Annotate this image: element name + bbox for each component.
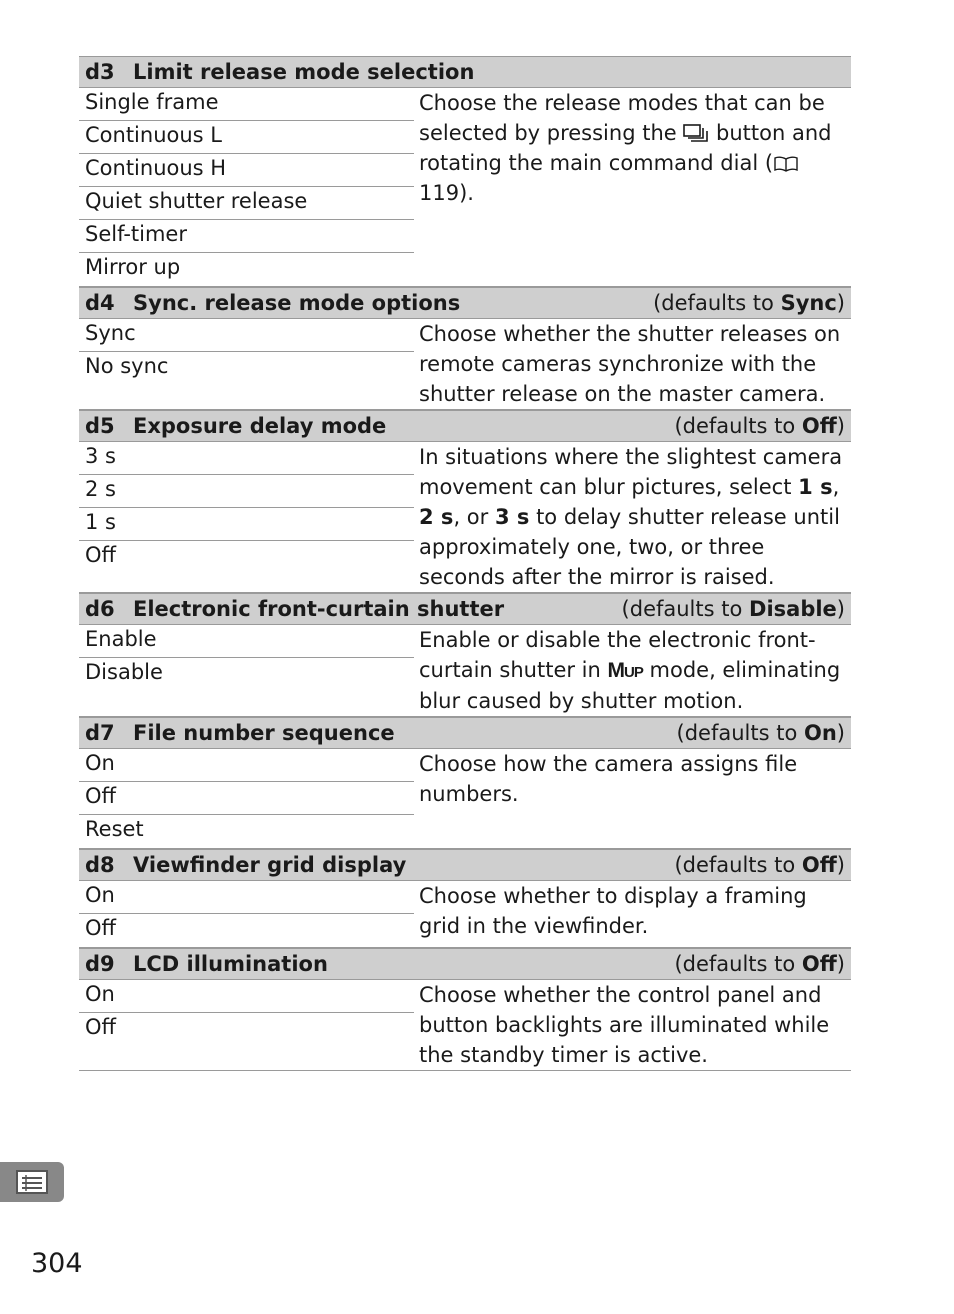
section-header: [79, 717, 851, 749]
section-header: [79, 410, 851, 442]
option-list: [79, 88, 414, 286]
section-d7: [79, 717, 851, 849]
option: No sync: [85, 354, 169, 378]
section-d5: [79, 410, 851, 593]
setting-code: d6: [85, 597, 115, 621]
setting-description: Choose whether the shutter releases on remote cameras synchronize with the shutter release on the master camera.: [419, 322, 841, 406]
setting-title: Limit release mode selection: [133, 60, 475, 84]
option: Disable: [85, 660, 163, 684]
default-note: (defaults to On): [676, 721, 845, 745]
default-value: Off: [801, 952, 837, 976]
default-value: Sync: [780, 291, 837, 315]
option: Self-timer: [79, 220, 414, 253]
option: On: [79, 881, 414, 914]
option: Quiet shutter release: [79, 187, 414, 220]
option: Sync: [79, 319, 414, 352]
setting-code: d3: [85, 60, 115, 84]
custom-settings-table: [79, 56, 851, 1071]
option: On: [79, 749, 414, 782]
section-d9: [79, 948, 851, 1071]
description-text: 119).: [419, 181, 474, 205]
setting-description: Enable or disable the electronic front-curtain shutter in Mup mode, eliminating blur caused by shutter motion.: [419, 628, 841, 713]
setting-title: Exposure delay mode: [133, 414, 387, 438]
setting-description: Choose whether to display a framing grid in the viewfinder.: [419, 884, 807, 938]
setting-code: d9: [85, 952, 115, 976]
option: Off: [85, 543, 116, 567]
description-text: button and rotating the main command dial (: [419, 121, 832, 175]
option: Continuous L: [79, 121, 414, 154]
menu-section-tab: [0, 1162, 64, 1202]
option-list: [79, 319, 414, 409]
page-reference-icon: [773, 155, 799, 173]
section-header: [79, 948, 851, 980]
section-header: [79, 593, 851, 625]
description-text: Choose the release modes that can be selected by pressing the: [419, 91, 825, 145]
section-header: [79, 849, 851, 881]
menu-list-icon: [15, 1169, 49, 1195]
setting-title: Sync. release mode options: [133, 291, 461, 315]
setting-title: File number sequence: [133, 721, 395, 745]
option: Single frame: [79, 88, 414, 121]
option: On: [79, 980, 414, 1013]
page-number: 304: [31, 1248, 83, 1279]
option-list: [79, 980, 414, 1070]
default-note: (defaults to Off): [674, 952, 845, 976]
option-list: [79, 625, 414, 716]
default-note: (defaults to Off): [674, 414, 845, 438]
section-header: [79, 287, 851, 319]
default-value: Off: [801, 414, 837, 438]
option: Off: [79, 782, 414, 815]
section-d4: [79, 287, 851, 410]
option: Enable: [79, 625, 414, 658]
section-d8: [79, 849, 851, 948]
option: Off: [85, 916, 116, 940]
default-value: Off: [801, 853, 837, 877]
option-list: [79, 881, 414, 947]
setting-description: Choose whether the control panel and button backlights are illuminated while the standby timer is active.: [419, 983, 830, 1067]
option: 2 s: [79, 475, 414, 508]
option-list: [79, 749, 414, 848]
option: Off: [85, 1015, 116, 1039]
setting-code: d7: [85, 721, 115, 745]
setting-code: d8: [85, 853, 115, 877]
mirror-up-mode-icon: Mup: [607, 659, 643, 682]
setting-title: Viewfinder grid display: [133, 853, 407, 877]
setting-title: Electronic front-curtain shutter: [133, 597, 505, 621]
setting-code: d5: [85, 414, 115, 438]
default-note: (defaults to Disable): [621, 597, 845, 621]
setting-description: Choose how the camera assigns file numbers.: [419, 752, 798, 806]
section-header: [79, 56, 851, 88]
default-value: Disable: [749, 597, 837, 621]
section-d6: [79, 593, 851, 717]
option: 1 s: [79, 508, 414, 541]
default-note: (defaults to Sync): [653, 291, 845, 315]
option: Reset: [85, 817, 144, 841]
default-value: On: [803, 721, 837, 745]
option-list: [79, 442, 414, 592]
default-note: (defaults to Off): [674, 853, 845, 877]
setting-description: In situations where the slightest camera movement can blur pictures, select 1 s, 2 s, or 3 s to delay shutter release until approximately one, two, or three seconds after the mirror is raised.: [419, 445, 843, 589]
section-d3: [79, 56, 851, 287]
setting-description: [414, 88, 851, 286]
setting-code: d4: [85, 291, 115, 315]
release-mode-icon: [683, 123, 709, 143]
option: Continuous H: [79, 154, 414, 187]
option: 3 s: [79, 442, 414, 475]
setting-title: LCD illumination: [133, 952, 328, 976]
option: Mirror up: [85, 255, 181, 279]
